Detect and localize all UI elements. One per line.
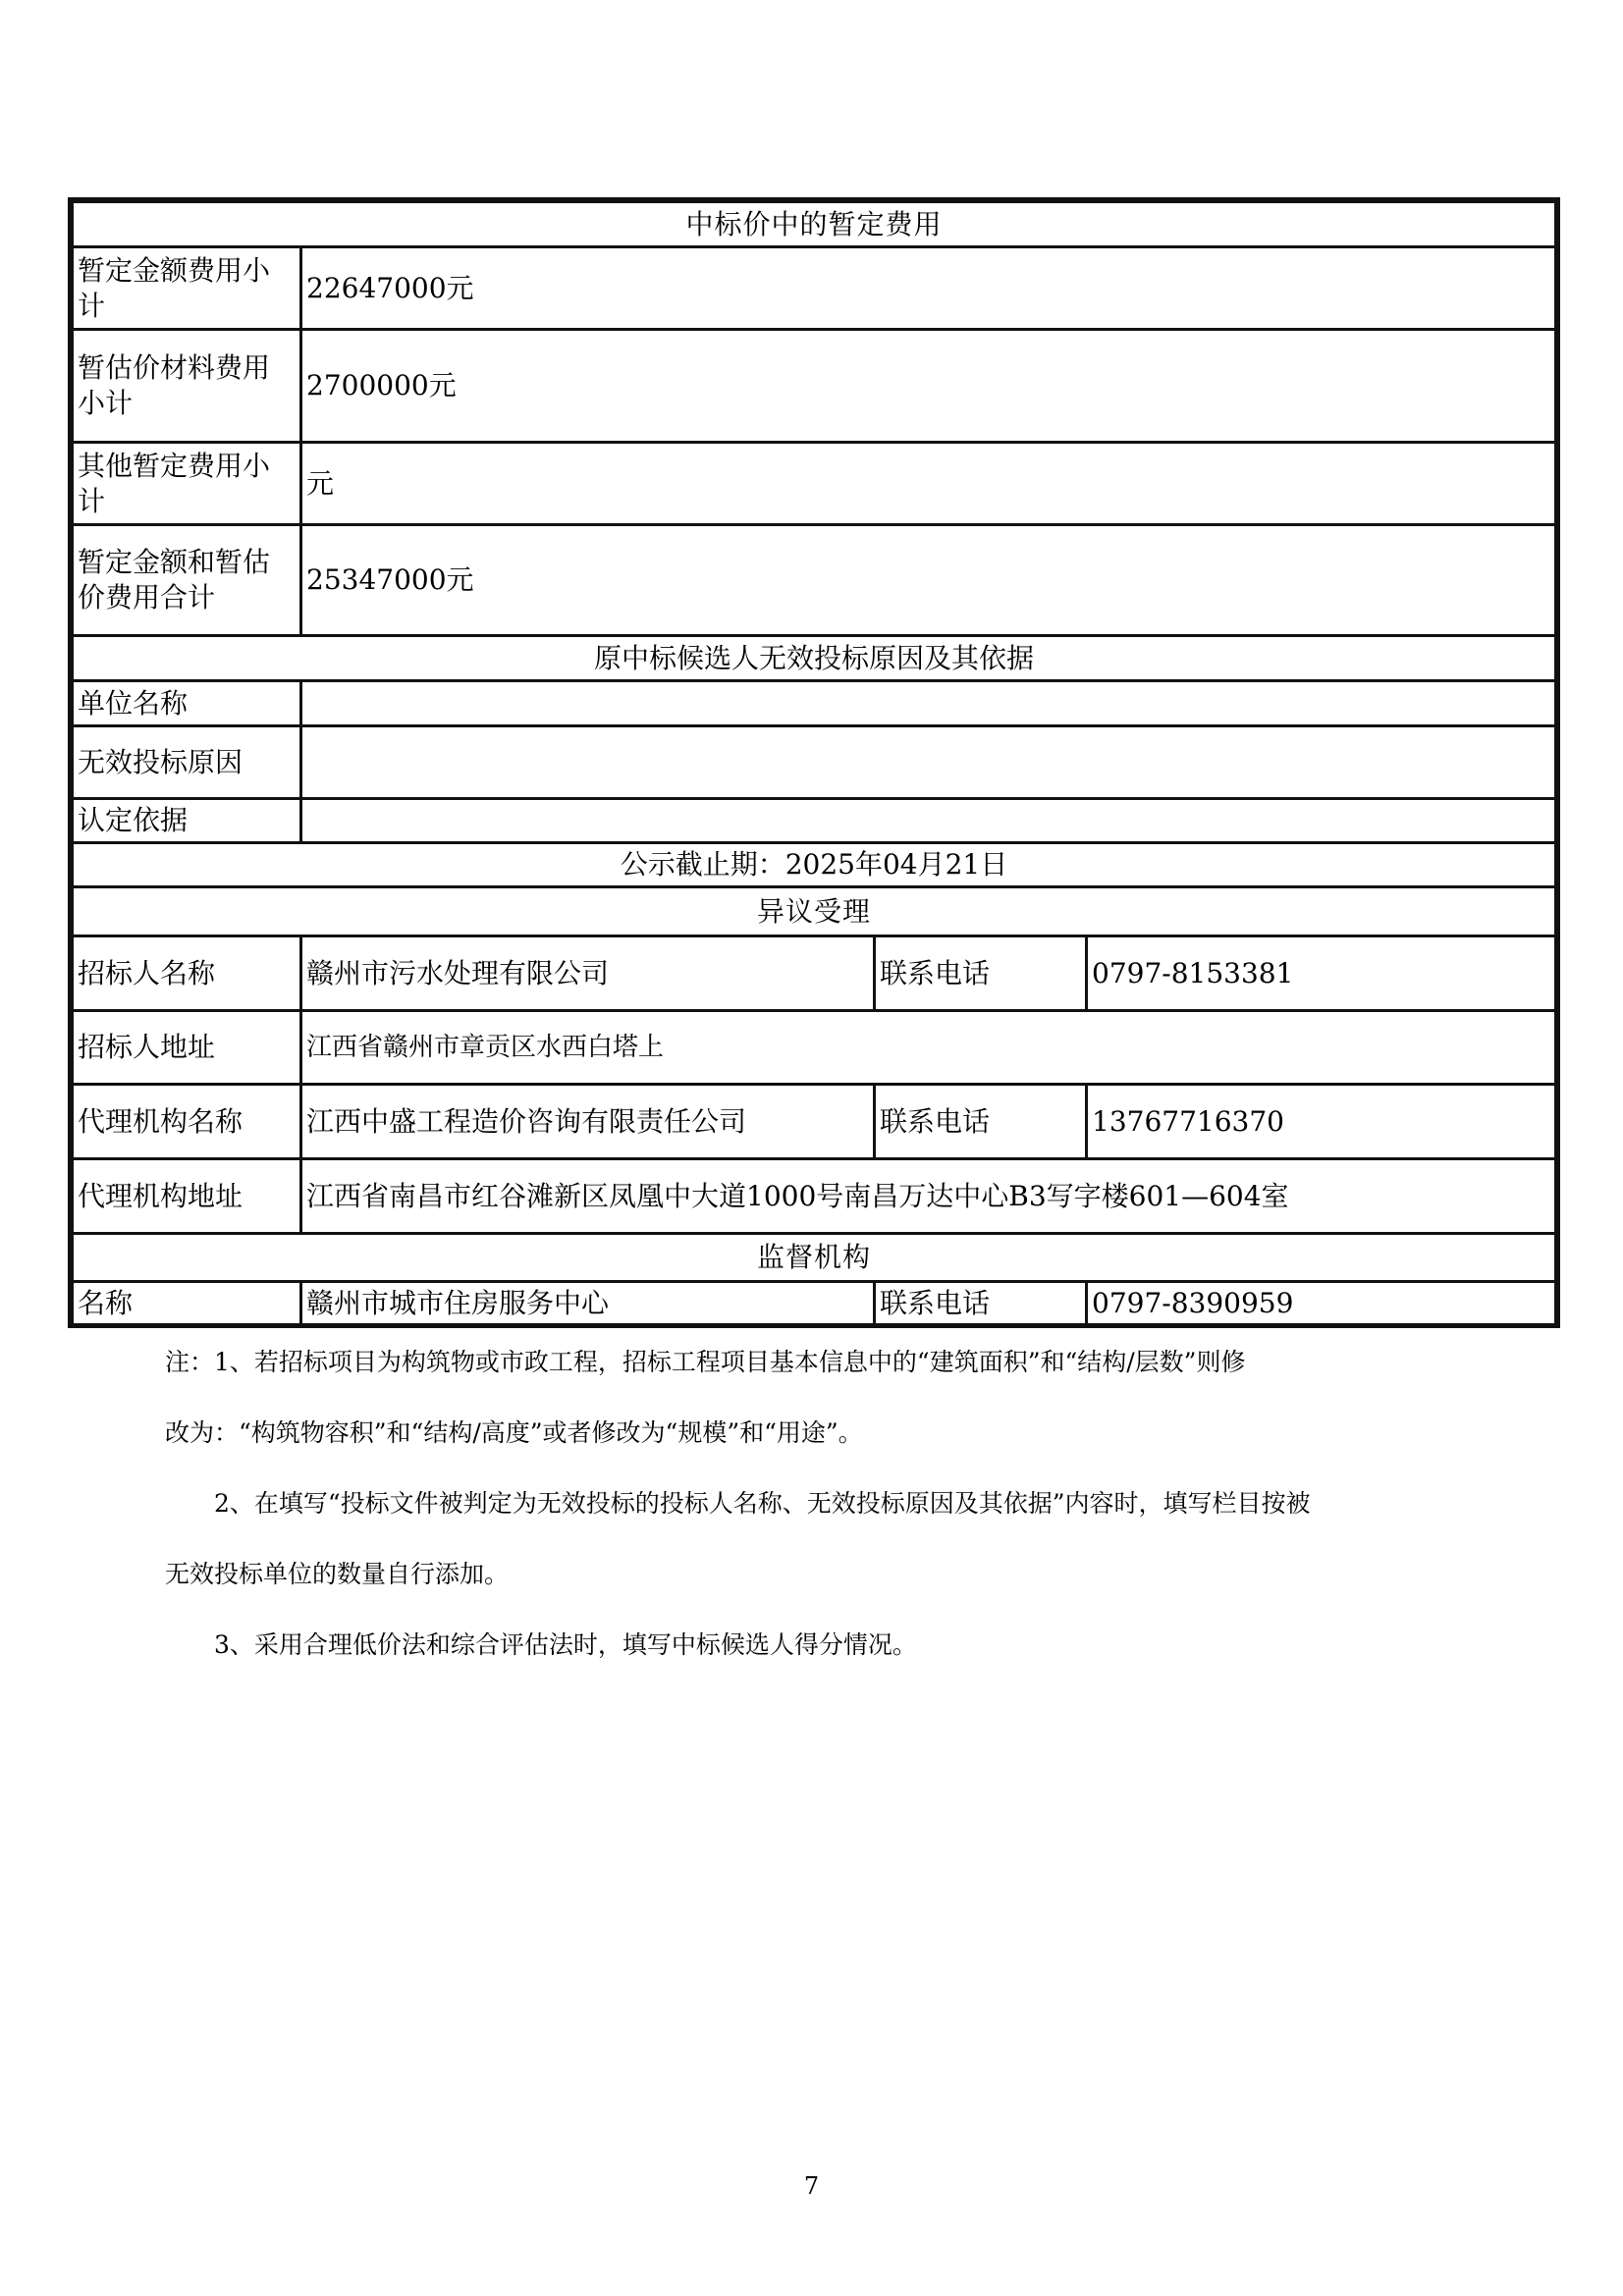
supervision-name-value: 赣州市城市住房服务中心 — [302, 1283, 876, 1326]
material-estimate-value: 2700000元 — [302, 331, 1557, 444]
tenderer-name-value: 赣州市污水处理有限公司 — [302, 937, 876, 1012]
table-row — [71, 637, 1557, 682]
supervision-name-label: 名称 — [71, 1283, 302, 1326]
page-number: 7 — [803, 2172, 820, 2200]
material-estimate-label: 暂估价材料费用小计 — [71, 331, 302, 444]
note-line-1-continued: 改为：“构筑物容积”和“结构/高度”或者修改为“规模”和“用途”。 — [165, 1418, 863, 1447]
invalid-section-title: 原中标候选人无效投标原因及其依据 — [71, 637, 1557, 682]
note-line-1: 注：1、若招标项目为构筑物或市政工程，招标工程项目基本信息中的“建筑面积”和“结构/层数”则修 — [165, 1348, 1246, 1376]
table-row — [71, 888, 1557, 937]
tenderer-address-value: 江西省赣州市章贡区水西白塔上 — [302, 1012, 1557, 1086]
note-line-2: 2、在填写“投标文件被判定为无效投标的投标人名称、无效投标原因及其依据”内容时，填写栏目按被 — [214, 1489, 1311, 1518]
table-row — [71, 727, 1557, 800]
agency-address-value: 江西省南昌市红谷滩新区凤凰中大道1000号南昌万达中心B3写字楼601—604室 — [302, 1160, 1557, 1235]
agency-address-label: 代理机构地址 — [71, 1160, 302, 1235]
table-row — [71, 1086, 1557, 1160]
invalid-reason-value — [302, 727, 1557, 800]
invalid-reason-label: 无效投标原因 — [71, 727, 302, 800]
tenderer-phone-value: 0797-8153381 — [1088, 937, 1557, 1012]
note-line-3: 3、采用合理低价法和综合评估法时，填写中标候选人得分情况。 — [214, 1630, 917, 1659]
tenderer-phone-label: 联系电话 — [876, 937, 1088, 1012]
invalid-basis-label: 认定依据 — [71, 800, 302, 844]
table-row — [71, 331, 1557, 444]
other-provisional-value: 元 — [302, 444, 1557, 526]
other-provisional-label: 其他暂定费用小计 — [71, 444, 302, 526]
table-row — [71, 444, 1557, 526]
table-row — [71, 682, 1557, 727]
supervision-phone-value: 0797-8390959 — [1088, 1283, 1557, 1326]
table-row — [71, 200, 1557, 248]
provisional-section-title: 中标价中的暂定费用 — [71, 200, 1557, 248]
table-row — [71, 1235, 1557, 1283]
supervision-section-title: 监督机构 — [71, 1235, 1557, 1283]
table-row — [71, 1160, 1557, 1235]
table-row — [71, 1283, 1557, 1326]
invalid-unit-name-label: 单位名称 — [71, 682, 302, 727]
tenderer-name-label: 招标人名称 — [71, 937, 302, 1012]
table-row — [71, 1012, 1557, 1086]
supervision-phone-label: 联系电话 — [876, 1283, 1088, 1326]
table-row — [71, 248, 1557, 331]
agency-phone-label: 联系电话 — [876, 1086, 1088, 1160]
provisional-total-label: 暂定金额和暂估价费用合计 — [71, 526, 302, 637]
provisional-amount-value: 22647000元 — [302, 248, 1557, 331]
agency-name-value: 江西中盛工程造价咨询有限责任公司 — [302, 1086, 876, 1160]
table-row — [71, 937, 1557, 1012]
bid-result-table — [71, 200, 1557, 1326]
publicity-deadline: 公示截止期：2025年04月21日 — [71, 844, 1557, 888]
table-row — [71, 844, 1557, 888]
provisional-amount-label: 暂定金额费用小计 — [71, 248, 302, 331]
note-line-2-continued: 无效投标单位的数量自行添加。 — [165, 1560, 510, 1588]
tenderer-address-label: 招标人地址 — [71, 1012, 302, 1086]
table-row — [71, 526, 1557, 637]
invalid-unit-name-value — [302, 682, 1557, 727]
agency-name-label: 代理机构名称 — [71, 1086, 302, 1160]
agency-phone-value: 13767716370 — [1088, 1086, 1557, 1160]
table-row — [71, 800, 1557, 844]
objection-section-title: 异议受理 — [71, 888, 1557, 937]
provisional-total-value: 25347000元 — [302, 526, 1557, 637]
invalid-basis-value — [302, 800, 1557, 844]
